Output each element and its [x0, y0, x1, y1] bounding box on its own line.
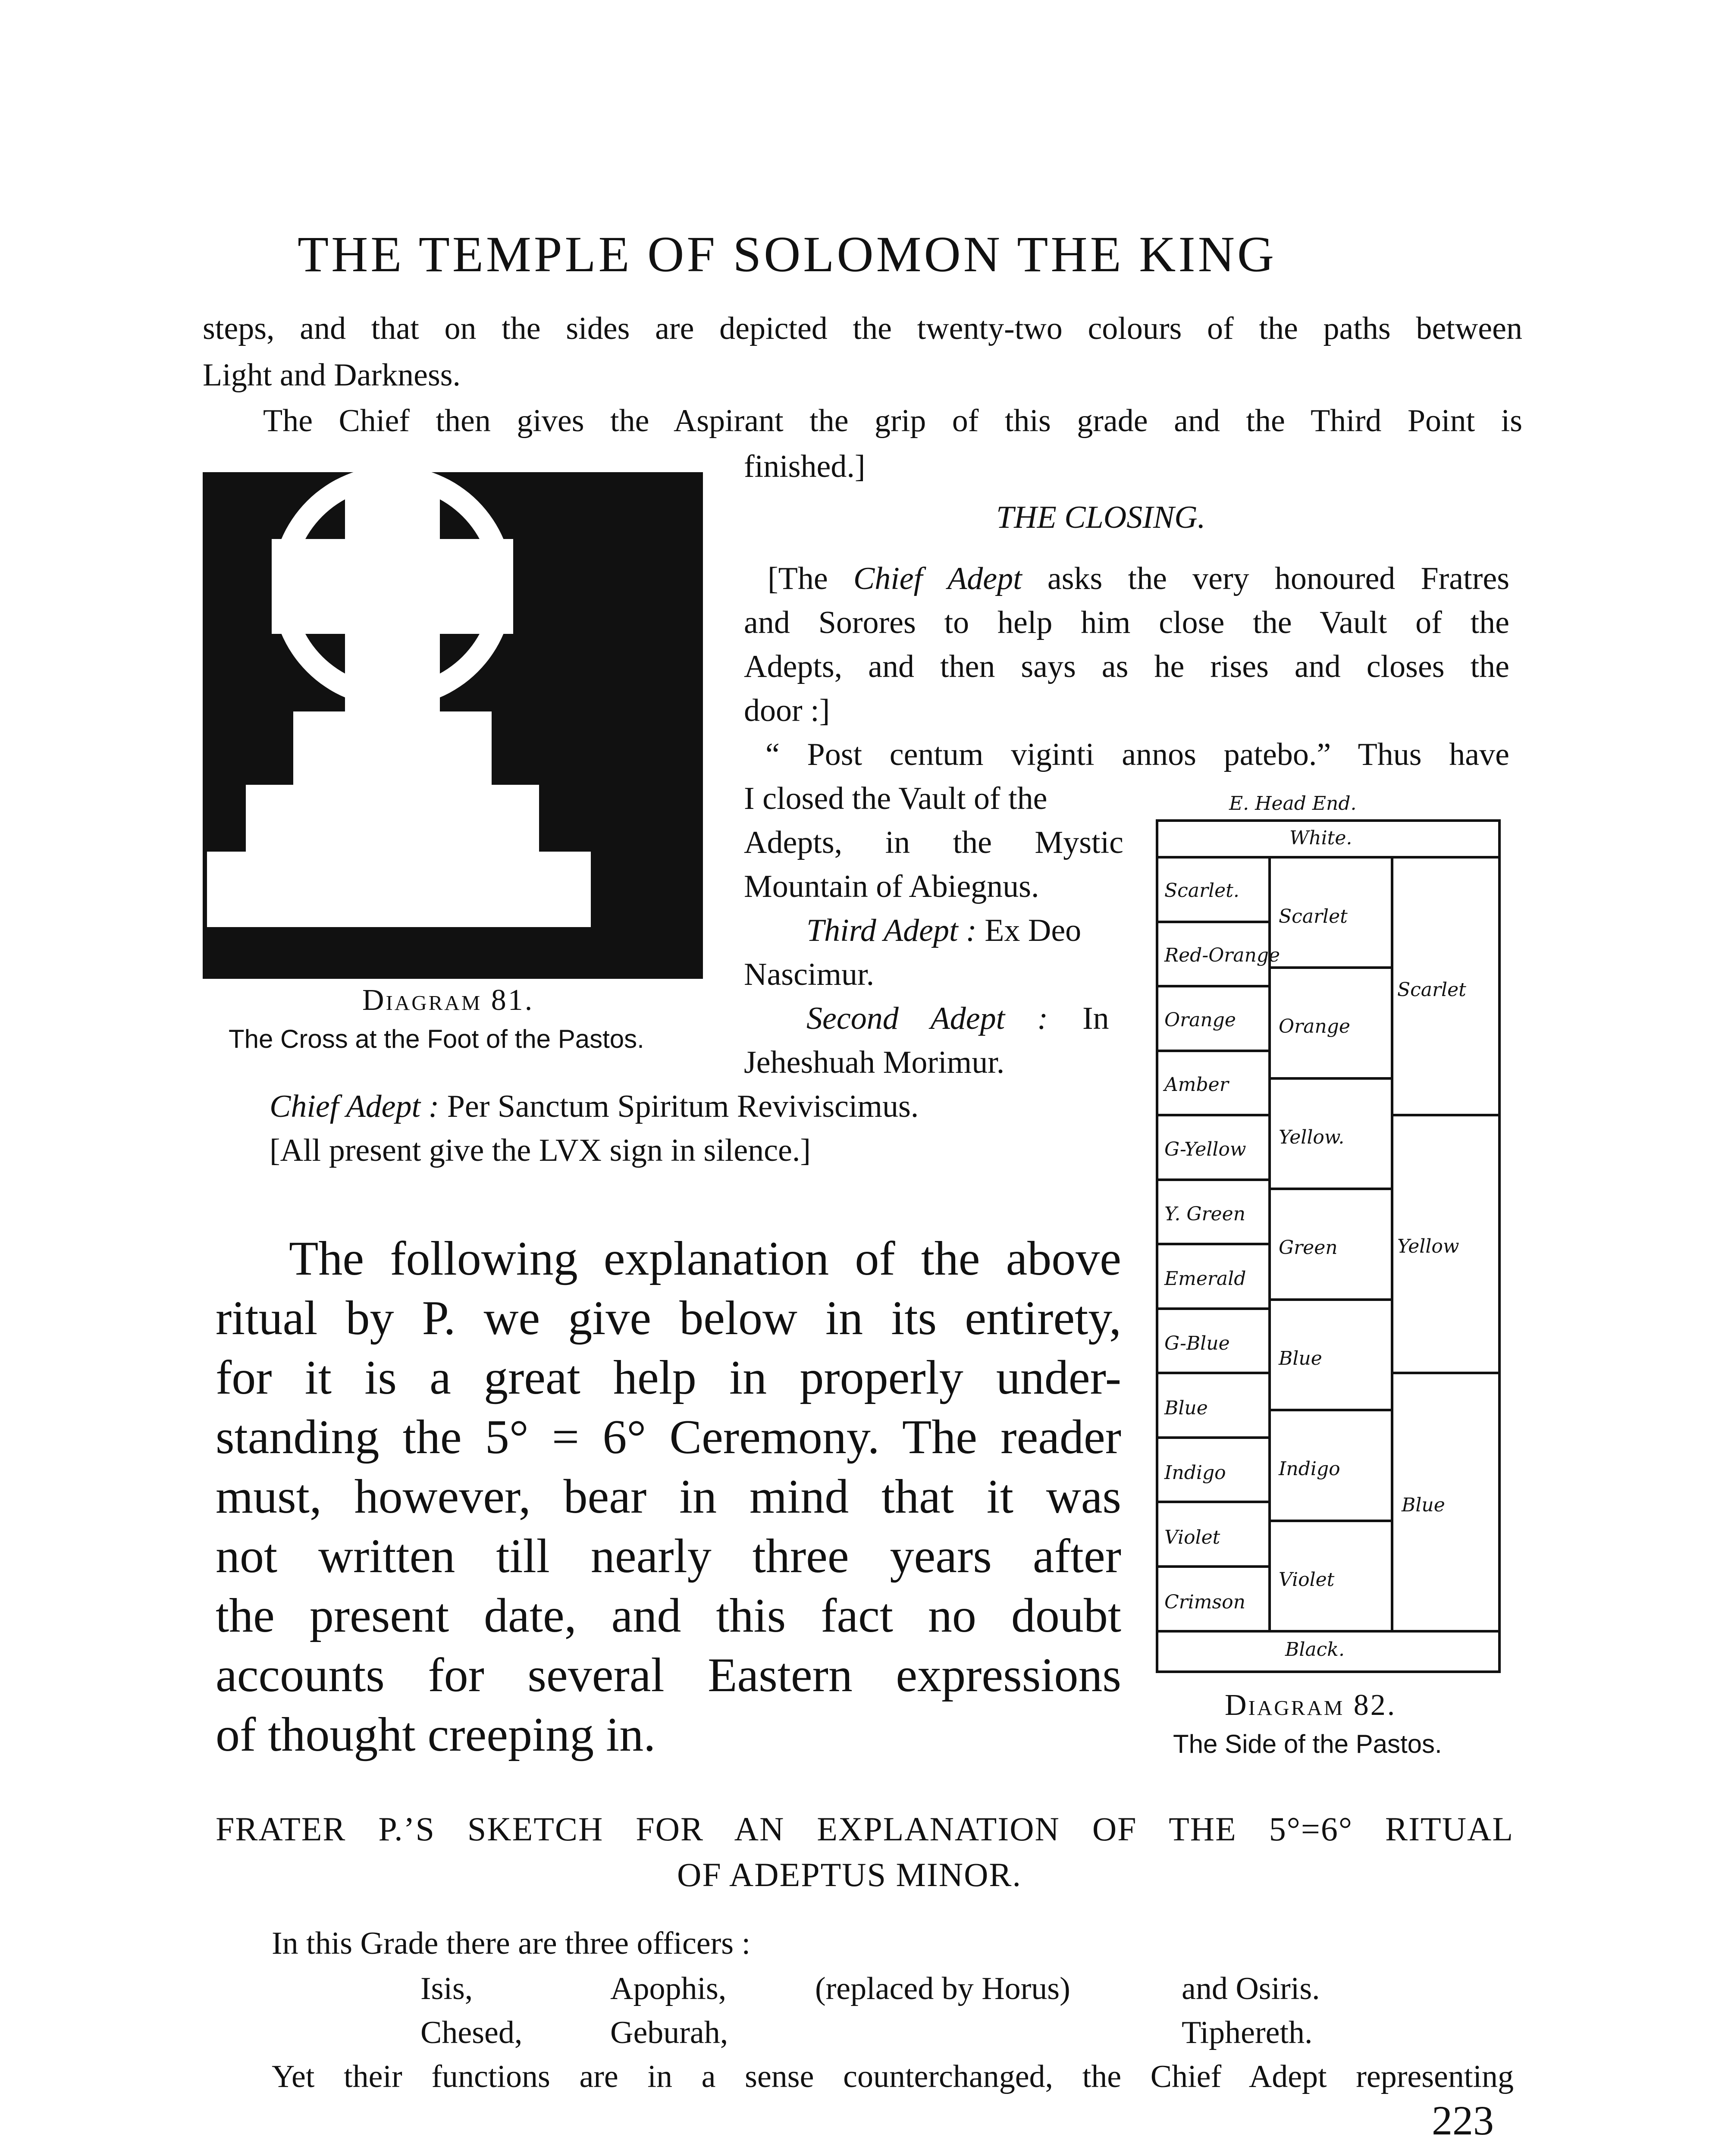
diagram-81-caption-text: The Cross at the Foot of the Pastos. — [229, 1025, 644, 1053]
explanation-line-1: The following explanation of the above — [289, 1232, 1121, 1285]
diagram-82-col2-cell: Orange — [1279, 1015, 1350, 1037]
diagram-82-col1-cell: Emerald — [1164, 1268, 1246, 1290]
diagram-82-head-label: E. Head End. — [1229, 793, 1357, 815]
diagram-82-top-white: White. — [1289, 827, 1352, 849]
explanation-line-4: standing the 5° = 6° Ceremony. The reader — [216, 1410, 1121, 1464]
closing-line-6: I closed the Vault of the — [744, 781, 1048, 816]
sephirah-chesed: Chesed, — [420, 2015, 523, 2050]
third-adept-cont: Nascimur. — [744, 957, 875, 992]
second-adept-cont: Jeheshuah Morimur. — [744, 1045, 1005, 1080]
closing-line-5: “ Post centum viginti annos patebo.” Thus have — [765, 737, 1509, 772]
officer-osiris: and Osiris. — [1182, 1971, 1320, 2006]
officers-intro: In this Grade there are three officers : — [272, 1926, 751, 1961]
diagram-82-col1-cell: G-Yellow — [1164, 1138, 1246, 1160]
officer-isis: Isis, — [420, 1971, 473, 2006]
diagram-82-col1-cell: Orange — [1164, 1009, 1236, 1031]
second-adept-speaker: Second Adept : — [806, 1001, 1048, 1036]
diagram-82-col3-cell: Scarlet — [1397, 979, 1466, 1001]
officer-apophis: Apophis, — [610, 1971, 727, 2006]
explanation-line-3: for it is a great help in properly under- — [216, 1351, 1121, 1404]
closing-line-1-a: [The — [768, 561, 853, 596]
diagram-82-col1-cell: Scarlet. — [1164, 880, 1239, 902]
second-adept-words: In — [1082, 1001, 1109, 1036]
explanation-line-2: ritual by P. we give below in its entirety, — [216, 1291, 1121, 1345]
sketch-heading-line-1 — [216, 1807, 1514, 1852]
diagram-82-bottom-black: Black. — [1285, 1639, 1345, 1661]
explanation-line-8: accounts for several Eastern expressions — [216, 1648, 1121, 1702]
chief-adept-speaker: Chief Adept : — [270, 1089, 439, 1124]
closing-final: [All present give the LVX sign in silence.] — [270, 1133, 811, 1168]
diagram-81-step-3 — [207, 852, 591, 927]
diagram-82-col1-cell: Red-Orange — [1164, 944, 1280, 966]
sketch-heading-left: FRATER P.’S SKETCH FOR AN EXPLANATION OF THE — [216, 1810, 1269, 1848]
officer-horus-note: (replaced by Horus) — [815, 1971, 1070, 2006]
diagram-82-col1-cell: Violet — [1164, 1526, 1220, 1548]
explanation-line-6: not written till nearly three years after — [216, 1529, 1121, 1583]
chief-adept-words: Per Sanctum Spiritum Reviviscimus. — [447, 1089, 919, 1124]
sephirah-geburah: Geburah, — [610, 2015, 728, 2050]
chief-adept-line — [270, 1084, 919, 1129]
diagram-82-col2-cell: Indigo — [1279, 1458, 1340, 1480]
diagram-82-col2-cell: Green — [1279, 1237, 1338, 1259]
page-number: 223 — [1432, 2097, 1494, 2143]
diagram-81-step-2 — [246, 785, 539, 852]
diagram-82-col2-cell: Yellow. — [1279, 1126, 1345, 1148]
para1-line3: The Chief then gives the Aspirant the grip of this grade and the Third Point is — [263, 403, 1522, 439]
explanation-line-7: the present date, and this fact no doubt — [216, 1589, 1121, 1642]
closing-line-1-b: asks the very honoured Fratres — [1022, 561, 1509, 596]
third-adept-words: Ex Deo — [985, 913, 1082, 948]
closing-line-7: Adepts, in the Mystic — [744, 825, 1123, 860]
diagram-82-col1-cell: Crimson — [1164, 1591, 1245, 1613]
diagram-82-col2-cell: Violet — [1279, 1569, 1335, 1591]
diagram-81-base-line — [203, 927, 703, 979]
diagram-81-cross-figure — [203, 466, 703, 979]
diagram-82-caption-text: The Side of the Pastos. — [1173, 1730, 1442, 1758]
diagram-82-col1-cell: G-Blue — [1164, 1332, 1230, 1354]
diagram-82-caption-number: Diagram 82. — [1225, 1689, 1397, 1722]
diagram-82-col2-cell: Blue — [1279, 1348, 1322, 1369]
para1-line1: steps, and that on the sides are depicted the twenty-two colours of the paths between — [203, 311, 1522, 346]
closing-heading: THE CLOSING. — [996, 500, 1206, 535]
sephirah-tiphereth: Tiphereth. — [1182, 2015, 1313, 2050]
sketch-heading-line-2: OF ADEPTUS MINOR. — [677, 1856, 1022, 1893]
third-adept-speaker: Third Adept : — [806, 913, 977, 948]
diagram-82-col1-cell: Y. Green — [1164, 1203, 1245, 1225]
closing-line-8: Mountain of Abiegnus. — [744, 869, 1039, 904]
diagram-82-col3-cell: Blue — [1402, 1494, 1445, 1516]
officers-last-line: Yet their functions are in a sense counterchanged, the Chief Adept representing — [272, 2059, 1514, 2094]
closing-line-1 — [768, 556, 1509, 601]
closing-line-4: door :] — [744, 693, 830, 728]
diagram-82-col1-cell: Blue — [1164, 1397, 1208, 1419]
diagram-81-step-1 — [293, 711, 492, 785]
sketch-heading-right: RITUAL — [1353, 1810, 1514, 1848]
closing-line-1-speaker: Chief Adept — [853, 561, 1022, 596]
diagram-82-col1-cell: Amber — [1164, 1074, 1229, 1096]
closing-line-3: Adepts, and then says as he rises and closes the — [744, 649, 1509, 684]
explanation-line-9: of thought creeping in. — [216, 1708, 656, 1761]
diagram-82-col3-cell: Yellow — [1397, 1235, 1459, 1257]
sketch-heading-grade: 5°=6° — [1269, 1810, 1353, 1848]
explanation-line-5: must, however, bear in mind that it was — [216, 1470, 1121, 1523]
diagram-82-col2-cell: Scarlet — [1279, 906, 1348, 928]
diagram-82-col1-cell: Indigo — [1164, 1462, 1226, 1484]
third-adept-line — [806, 908, 1081, 953]
closing-line-2: and Sorores to help him close the Vault of the — [744, 605, 1509, 640]
para1-line4: finished.] — [744, 449, 866, 484]
para1-line2: Light and Darkness. — [203, 357, 461, 393]
diagram-81-caption-number: Diagram 81. — [362, 984, 534, 1017]
running-head: THE TEMPLE OF SOLOMON THE KING — [298, 226, 1277, 282]
